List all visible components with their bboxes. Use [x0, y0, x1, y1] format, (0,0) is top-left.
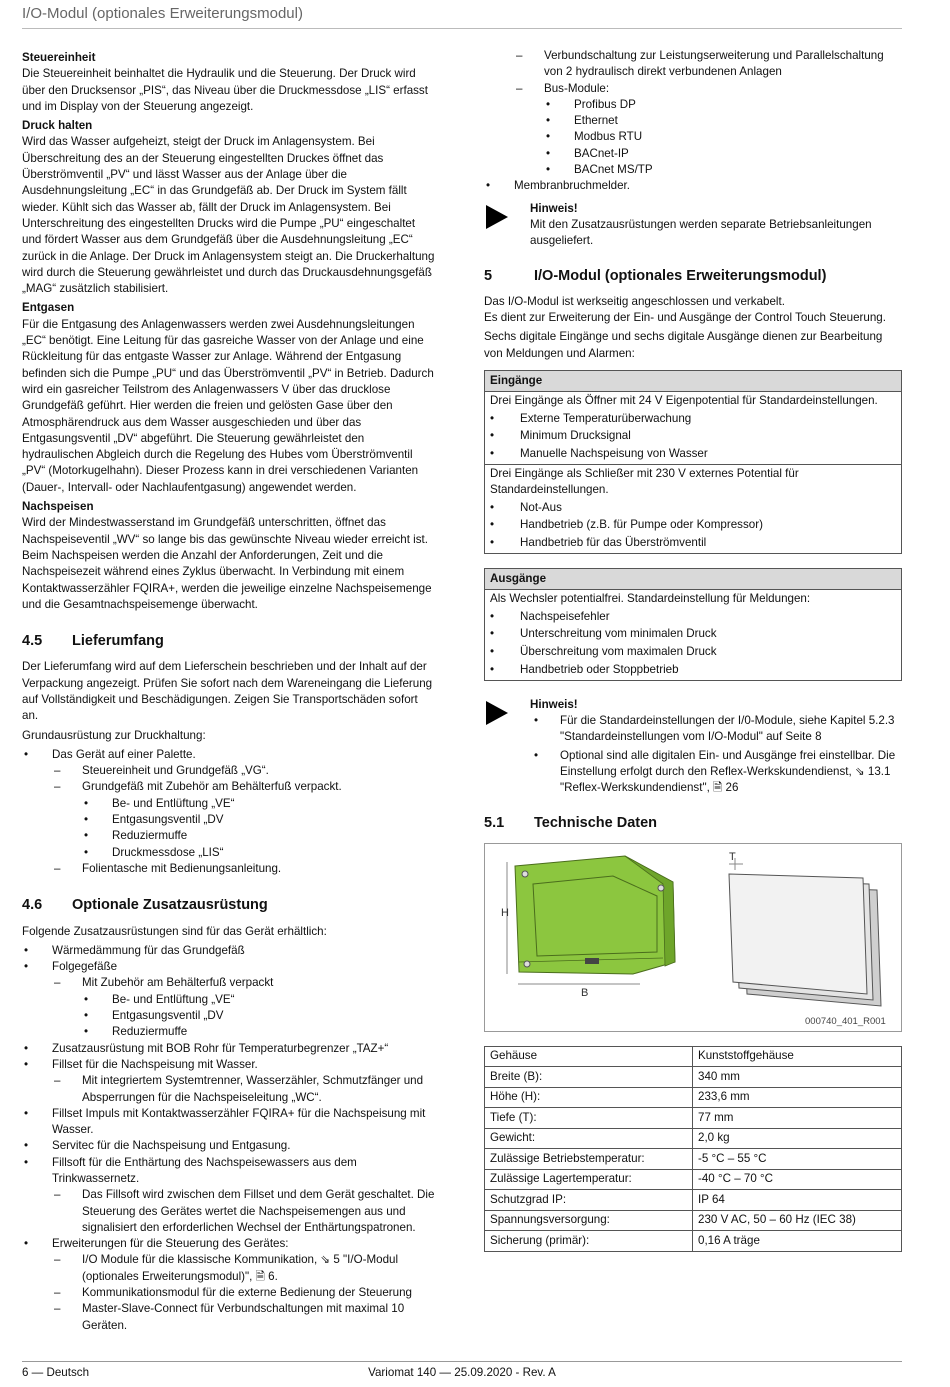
list-item: • Externe Temperaturüberwachung — [490, 410, 896, 428]
list-item: • Handbetrieb für das Überströmventil — [490, 534, 896, 552]
list-item: – Steuereinheit und Grundgefäß „VG“. — [22, 763, 436, 779]
list-item: – Bus-Module: — [484, 81, 902, 97]
inputs-group-2 — [485, 464, 901, 553]
list-item: • Servitec für die Nachspeisung und Entgasung. — [22, 1138, 436, 1154]
list-item: – Mit Zubehör am Behälterfuß verpackt — [22, 975, 436, 991]
spec-label: Zulässige Lagertemperatur: — [485, 1169, 693, 1190]
note-box — [484, 201, 902, 250]
list-item: • Handbetrieb (z.B. für Pumpe oder Kompressor) — [490, 516, 896, 534]
page-footer — [22, 1361, 902, 1381]
table-row — [485, 1210, 902, 1231]
text-grundausruestung: Grundausrüstung zur Druckhaltung: — [22, 728, 206, 742]
spec-label: Breite (B): — [485, 1067, 693, 1088]
label-b: B — [581, 986, 589, 999]
spec-value: 230 V AC, 50 – 60 Hz (IEC 38) — [693, 1210, 902, 1231]
list-item: • Fillset für die Nachspeisung mit Wasser. — [22, 1057, 436, 1073]
spec-label: Schutzgrad IP: — [485, 1190, 693, 1211]
section-number: 5.1 — [484, 814, 505, 831]
left-column — [22, 48, 436, 1334]
table-row — [485, 1190, 902, 1211]
table-row — [485, 1149, 902, 1170]
section-5-heading — [484, 268, 902, 284]
spec-value: 233,6 mm — [693, 1087, 902, 1108]
heading-nachspeisen: Nachspeisen — [22, 500, 94, 514]
list-item: – Grundgefäß mit Zubehör am Behälterfuß verpackt. — [22, 779, 436, 795]
table-row — [485, 1046, 902, 1067]
list-item: • Entgasungsventil „DV — [22, 1008, 436, 1024]
inputs-group-2-intro: Drei Eingänge als Schließer mit 230 V externes Potential für Standardeinstellungen. — [490, 467, 799, 497]
list-item: • Reduziermuffe — [22, 1024, 436, 1040]
text-lieferumfang: Der Lieferumfang wird auf dem Lieferschein beschrieben und der Inhalt auf der Verpackung angezeigt. Prüfen Sie sofort nach dem Wareneingang die Lieferung auf Vollständigkeit und Beschädigungen. Zeigen Sie Transportschäden sofort an. — [22, 660, 433, 723]
text-entgasen: Für die Entgasung des Anlagenwassers werden zwei Ausdehnungsleitungen „EC“ benötigt. Eine Leitung für das gasreiche Wasser von der Anlage und eine Rückleitung für das entgaste Wasser zur Anlage. Während der Entgasung befinden sich die Pumpe „PU“ und das Überströmventil „PV“ in Betrieb. Dadurch wird ein gasreicher Teilstrom des Anlagenwassers V über das drucklose Grundgefäß geführt. Hier werden die freien und gelösten Gase über den Atmosphärendruck aus dem Wasser ausgeschieden und über das Entgasungsventil „DV“ abgeführt. Die Steuerung gewährleistet den hydraulischen Abgleich durch die Regelung des Hubes vom Überströmventil „PV“ (Motorkugelhahn). Dieser Prozess kann in drei verschiedenen Varianten (Dauer-, Intervall- oder Nachlaufentgasung) angewendet werden. — [22, 317, 434, 494]
list-item: – Das Fillsoft wird zwischen dem Fillset und dem Gerät geschaltet. Die Steuerung des Gerätes wertet die Nachspeisemengen aus und signalisiert den erforderlichen Wechsel der Enthärtungspatronen. — [22, 1187, 436, 1236]
spec-label: Gewicht: — [485, 1128, 693, 1149]
list-item: • BACnet MS/TP — [484, 162, 902, 178]
section-title: I/O-Modul (optionales Erweiterungsmodul) — [534, 267, 827, 284]
inputs-group-2-list — [490, 499, 896, 552]
footer-doc: Variomat 140 — 25.09.2020 - Rev. A — [368, 1366, 556, 1379]
text-steuereinheit: Die Steuereinheit beinhaltet die Hydraulik und die Steuerung. Der Druck wird über den Drucksensor „PIS“, das Niveau über die Druckmessdose „LIS“ erfasst und im Display von der Steuerung angezeigt. — [22, 67, 428, 113]
list-item: • Nachspeisefehler — [490, 608, 896, 626]
list-item: • Entgasungsventil „DV — [22, 812, 436, 828]
section-title: Lieferumfang — [72, 633, 164, 650]
spec-label: Zulässige Betriebstemperatur: — [485, 1149, 693, 1170]
spec-value: 2,0 kg — [693, 1128, 902, 1149]
io-module-illustration — [485, 844, 901, 1031]
arrow-right-icon — [486, 701, 508, 725]
list-item: • Profibus DP — [484, 97, 902, 113]
table-row — [485, 1231, 902, 1252]
spec-value: Kunststoffgehäuse — [693, 1046, 902, 1067]
list-item: • Manuelle Nachspeisung von Wasser — [490, 445, 896, 463]
heading-entgasen: Entgasen — [22, 301, 75, 315]
page-header: I/O-Modul (optionales Erweiterungsmodul) — [22, 6, 902, 29]
inputs-group-1 — [485, 392, 901, 464]
text-io-p1: Das I/O-Modul ist werkseitig angeschlossen und verkabelt. — [484, 294, 785, 308]
list-item: • Zusatzausrüstung mit BOB Rohr für Temperaturbegrenzer „TAZ+“ — [22, 1041, 436, 1057]
spec-label: Gehäuse — [485, 1046, 693, 1067]
section-5-1-heading — [484, 815, 902, 831]
list-item: • Das Gerät auf einer Palette. — [22, 747, 436, 763]
section-4-5-heading — [22, 633, 436, 649]
table-row — [485, 1067, 902, 1088]
note-title: Hinweis! — [530, 697, 578, 711]
table-row — [485, 1108, 902, 1129]
label-h: H — [501, 906, 509, 919]
list-item: – I/O Module für die klassische Kommunikation, ⇘ 5 "I/O-Modul (optionales Erweiterungsmodul)", 🗎 6. — [22, 1252, 436, 1285]
list-item: – Mit integriertem Systemtrenner, Wasserzähler, Schmutzfänger und Absperrungen für die Nachspeiseleitung „WC“. — [22, 1073, 436, 1106]
list-item: • Fillset Impuls mit Kontaktwasserzähler FQIRA+ für die Nachspeisung mit Wasser. — [22, 1106, 436, 1139]
spec-value: IP 64 — [693, 1190, 902, 1211]
list-item: – Master-Slave-Connect für Verbundschaltungen mit maximal 10 Geräten. — [22, 1301, 436, 1334]
list-item: • Folgegefäße — [22, 959, 436, 975]
right-column — [484, 48, 902, 1252]
outputs-intro: Als Wechsler potentialfrei. Standardeinstellung für Meldungen: — [490, 592, 811, 606]
list-item: • Membranbruchmelder. — [484, 178, 902, 194]
spec-value: -40 °C – 70 °C — [693, 1169, 902, 1190]
label-t: T — [729, 850, 736, 863]
section-number: 5 — [484, 267, 493, 284]
list-continuation — [484, 48, 902, 195]
list-item: – Folientasche mit Bedienungsanleitung. — [22, 861, 436, 877]
list-item: • Modbus RTU — [484, 129, 902, 145]
spec-value: -5 °C – 55 °C — [693, 1149, 902, 1170]
list-item: • BACnet-IP — [484, 146, 902, 162]
spec-table — [484, 1046, 902, 1252]
spec-value: 0,16 A träge — [693, 1231, 902, 1252]
section-title: Technische Daten — [534, 814, 658, 831]
spec-value: 340 mm — [693, 1067, 902, 1088]
section-4-6-heading — [22, 897, 436, 913]
list-lieferumfang — [22, 747, 436, 877]
list-item: • Not-Aus — [490, 499, 896, 517]
list-item: • Be- und Entlüftung „VE“ — [22, 992, 436, 1008]
inputs-group-1-intro: Drei Eingänge als Öffner mit 24 V Eigenpotential für Standardeinstellungen. — [490, 394, 878, 408]
list-item: • Ethernet — [484, 113, 902, 129]
spec-label: Spannungsversorgung: — [485, 1210, 693, 1231]
section-number: 4.6 — [22, 897, 43, 914]
note-box-2 — [484, 697, 902, 799]
list-item: • Be- und Entlüftung „VE“ — [22, 796, 436, 812]
outputs-group — [485, 590, 901, 679]
text-zusatzausruestung-intro: Folgende Zusatzausrüstungen sind für das Gerät erhältlich: — [22, 924, 327, 938]
list-item: • Unterschreitung vom minimalen Druck — [490, 625, 896, 643]
list-item: • Erweiterungen für die Steuerung des Gerätes: — [22, 1236, 436, 1252]
table-row — [485, 1128, 902, 1149]
io-module-figure — [484, 843, 902, 1032]
spec-label: Höhe (H): — [485, 1087, 693, 1108]
footer-page: 6 — Deutsch — [22, 1366, 90, 1379]
list-item: • Wärmedämmung für das Grundgefäß — [22, 943, 436, 959]
heading-druck-halten: Druck halten — [22, 119, 93, 133]
table-row — [485, 1169, 902, 1190]
note-list — [530, 713, 902, 796]
text-druck-halten: Wird das Wasser aufgeheizt, steigt der Druck im Anlagensystem. Bei Überschreitung des an der Steuerung eingestellten Druckes öffnet das Überströmventil „PV“ und lässt Wasser aus der Anlage über die Ausdehnungsleitung „EC“ in das Grundgefäß ab. Der Druck im System fällt wieder. Kühlt sich das Wasser ab, fällt der Druck im Anlagensystem. Bei Unterschreitung des eingestellten Drucks wird die Pumpe „PU“ eingeschaltet und fördert Wasser aus dem Grundgefäß über die Ausdehnungsleitung „EC“ zurück in die Anlage. Der Druck im Anlagensystem steigt an. Die Druckerhaltung wird durch die Steuerung gewährleistet und durch das Druckausdehnungsgefäß „MAG“ zusätzlich stabilisiert. — [22, 135, 435, 296]
inputs-group-1-list — [490, 410, 896, 463]
text-io-p2: Es dient zur Erweiterung der Ein- und Ausgänge der Control Touch Steuerung. — [484, 311, 886, 325]
list-item: • Überschreitung vom maximalen Druck — [490, 643, 896, 661]
list-item: • Für die Standardeinstellungen der I/0-Module, siehe Kapitel 5.2.3 "Standardeinstellungen vom I/O-Modul" auf Seite 8 — [530, 713, 902, 746]
list-item: • Minimum Drucksignal — [490, 427, 896, 445]
heading-steuereinheit: Steuereinheit — [22, 51, 96, 64]
list-item: • Handbetrieb oder Stoppbetrieb — [490, 661, 896, 679]
outputs-box — [484, 568, 902, 681]
list-zusatzausruestung — [22, 943, 436, 1334]
list-item: • Druckmessdose „LIS“ — [22, 845, 436, 861]
table-row — [485, 1087, 902, 1108]
inputs-header: Eingänge — [485, 371, 901, 392]
spec-label: Sicherung (primär): — [485, 1231, 693, 1252]
outputs-header: Ausgänge — [485, 569, 901, 590]
list-item: • Optional sind alle digitalen Ein- und Ausgänge frei einstellbar. Die Einstellung erfolgt durch den Reflex-Werkskundendienst, ⇘ 13.1 "Reflex-Werkskundendienst", 🗎 26 — [530, 748, 902, 797]
note-text: Mit den Zusatzausrüstungen werden separate Betriebsanleitungen ausgeliefert. — [530, 217, 872, 248]
arrow-right-icon — [486, 205, 508, 229]
inputs-box — [484, 370, 902, 554]
text-io-p3: Sechs digitale Eingänge und sechs digitale Ausgänge dienen zur Bearbeitung von Meldungen und Alarmen: — [484, 330, 883, 360]
spec-label: Tiefe (T): — [485, 1108, 693, 1129]
section-title: Optionale Zusatzausrüstung — [72, 897, 268, 914]
list-item: • Reduziermuffe — [22, 828, 436, 844]
list-item: – Kommunikationsmodul für die externe Bedienung der Steuerung — [22, 1285, 436, 1301]
figure-code: 000740_401_R001 — [805, 1015, 886, 1027]
spec-value: 77 mm — [693, 1108, 902, 1129]
section-number: 4.5 — [22, 633, 43, 650]
text-nachspeisen: Wird der Mindestwasserstand im Grundgefäß unterschritten, öffnet das Nachspeiseventil „WV“ so lange bis das gewünschte Niveau wieder erreicht ist. Beim Nachspeisen werden die Anzahl der Anforderungen, Zeit und die Nachspeisezeit während eines Zyklus überwacht. In Verbindung mit einem Kontaktwasserzähler FQIRA+, werden die jeweilige einzelne Nachspeisemenge und die Gesamtnachspeisemenge überwacht. — [22, 516, 432, 611]
list-item: – Verbundschaltung zur Leistungserweiterung und Parallelschaltung von 2 hydraulisch direkt verbundenen Anlagen — [484, 48, 902, 81]
outputs-list — [490, 608, 896, 679]
note-title: Hinweis! — [530, 201, 578, 215]
list-item: • Fillsoft für die Enthärtung des Nachspeisewassers aus dem Trinkwassernetz. — [22, 1155, 436, 1188]
